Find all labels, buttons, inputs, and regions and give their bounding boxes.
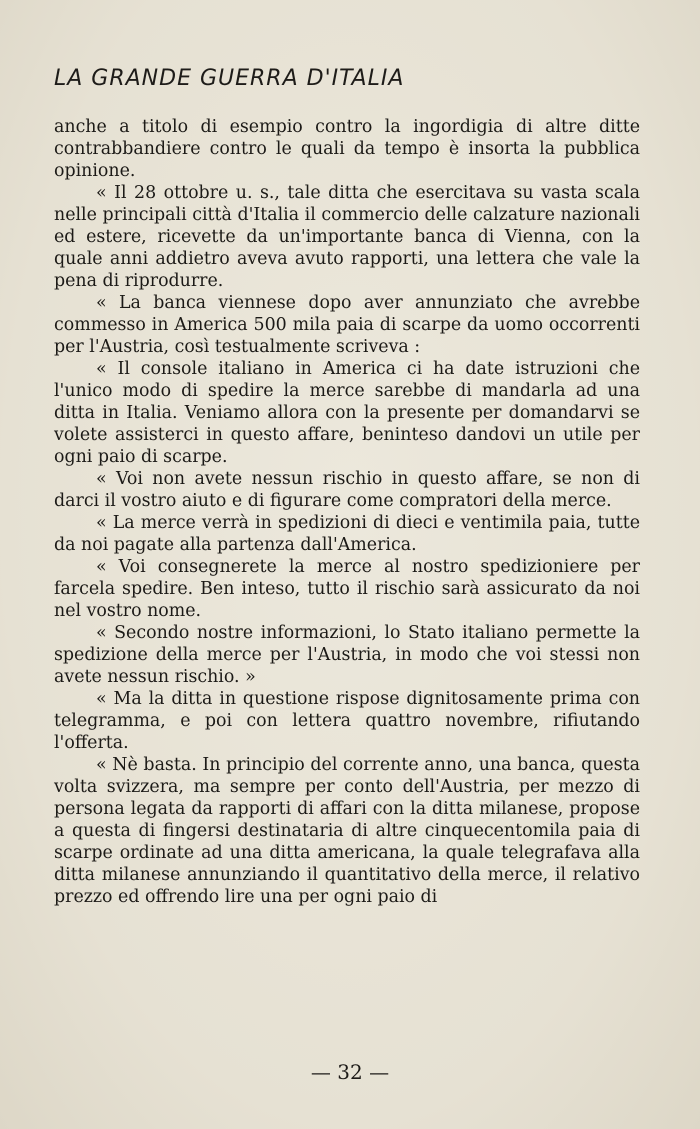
paragraph: « Voi non avete nessun rischio in questo affare, se non di darci il vostro aiuto e di figurare come compratori della merce. — [54, 469, 640, 511]
page-number: — 32 — — [310, 1060, 390, 1084]
paragraph: « Il console italiano in America ci ha date istruzioni che l'unico modo di spedire la merce sarebbe di mandarla ad una ditta in Italia. Veniamo allora con la presente per domandarvi se volete assisterci in questo affare, beninteso dandovi un utile per ogni paio di scarpe. — [54, 359, 640, 467]
paragraph: anche a titolo di esempio contro la ingordigia di altre ditte contrabbandiere contro le quali da tempo è insorta la pubblica opinione. — [54, 117, 640, 181]
paragraph: « Voi consegnerete la merce al nostro spedizioniere per farcela spedire. Ben inteso, tutto il rischio sarà assicurato da noi nel vostro nome. — [54, 557, 640, 621]
paragraph: « Ma la ditta in questione rispose dignitosamente prima con telegramma, e poi con lettera quattro novembre, rifiutando l'offerta. — [54, 689, 640, 753]
paragraph: « Il 28 ottobre u. s., tale ditta che esercitava su vasta scala nelle principali città d'Italia il commercio delle calzature nazionali ed estere, ricevette da un'importante banca di Vienna, con la quale anni addietro aveva avuto rapporti, una lettera che vale la pena di riprodurre. — [54, 183, 640, 291]
body-text — [54, 116, 640, 908]
paragraph: « La merce verrà in spedizioni di dieci e ventimila paia, tutte da noi pagate alla partenza dall'America. — [54, 513, 640, 555]
running-head: LA GRANDE GUERRA D'ITALIA — [54, 66, 405, 91]
paragraph: « La banca viennese dopo aver annunziato che avrebbe commesso in America 500 mila paia di scarpe da uomo occorrenti per l'Austria, così testualmente scriveva : — [54, 293, 640, 357]
paragraph: « Nè basta. In principio del corrente anno, una banca, questa volta svizzera, ma sempre per conto dell'Austria, per mezzo di persona legata da rapporti di affari con la ditta milanese, propose a questa di fingersi destinataria di altre cinquecentomila paia di scarpe ordinate ad una ditta americana, la quale telegrafava alla ditta milanese annunziando il quantitativo della merce, il relativo prezzo ed offrendo lire una per ogni paio di — [54, 755, 640, 907]
paragraph: « Secondo nostre informazioni, lo Stato italiano permette la spedizione della merce per l'Austria, in modo che voi stessi non avete nessun rischio. » — [54, 623, 640, 687]
